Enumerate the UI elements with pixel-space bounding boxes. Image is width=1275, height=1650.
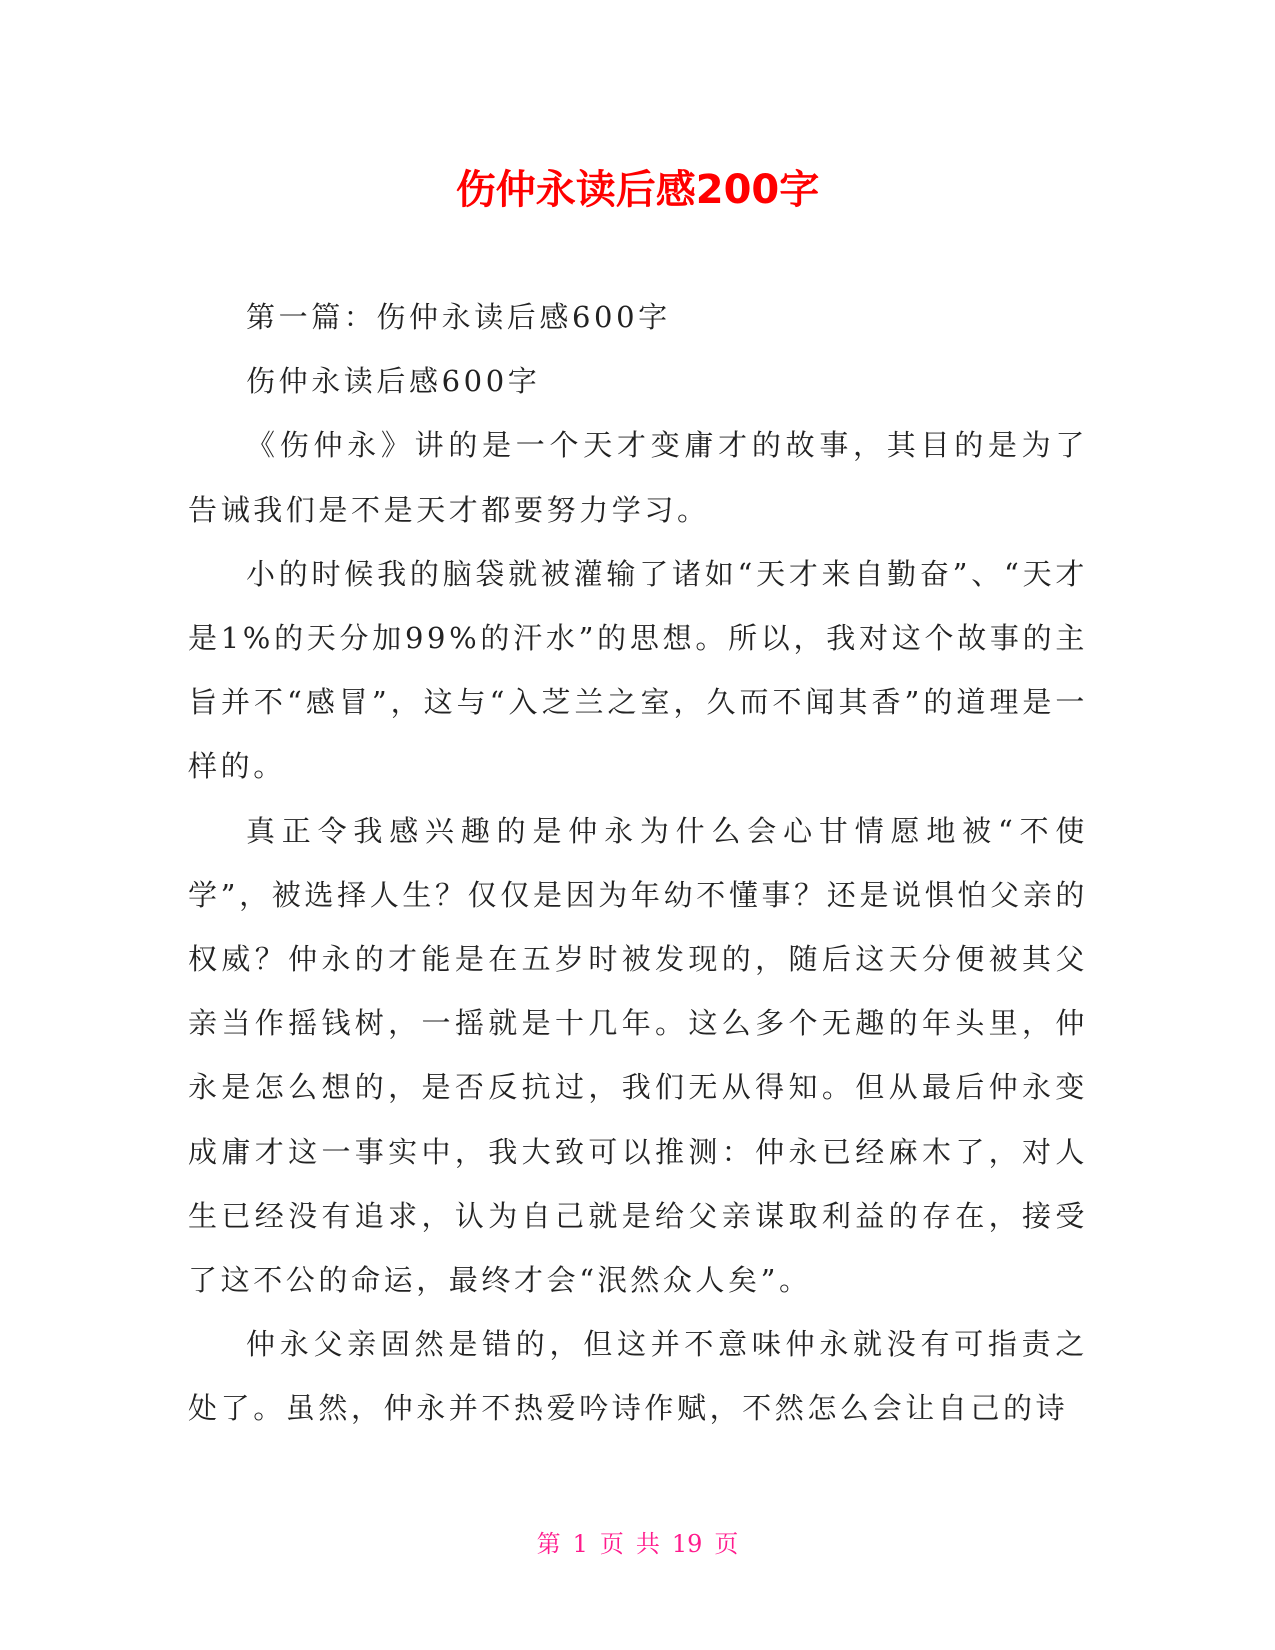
paragraph: 《伤仲永》讲的是一个天才变庸才的故事，其目的是为了告诫我们是不是天才都要努力学习。 (188, 428, 1088, 527)
paragraph: 第一篇：伤仲永读后感600字 (246, 300, 671, 334)
paragraph: 小的时候我的脑袋就被灌输了诸如“天才来自勤奋”、“天才是1%的天分加99%的汗水”的思想。所以，我对这个故事的主旨并不“感冒”，这与“入芝兰之室，久而不闻其香”的道理是一样的。 (188, 556, 1088, 784)
document-body (188, 285, 1088, 1441)
paragraph: 仲永父亲固然是错的，但这并不意味仲永就没有可指责之处了。虽然，仲永并不热爱吟诗作赋，不然怎么会让自己的诗 (188, 1327, 1088, 1426)
footer-label: 页 (714, 1530, 739, 1558)
document-title: 伤仲永读后感200字 (455, 167, 820, 213)
paragraph: 伤仲永读后感600字 (246, 364, 541, 399)
footer-label: 第 (536, 1530, 561, 1558)
page-footer (0, 1526, 1275, 1562)
footer-label: 页 (599, 1530, 624, 1558)
current-page-number: 1 (572, 1530, 588, 1558)
footer-label: 共 (635, 1530, 660, 1558)
total-page-count: 19 (671, 1530, 703, 1558)
paragraph: 真正令我感兴趣的是仲永为什么会心甘情愿地被“不使学”，被选择人生？仅仅是因为年幼不懂事？还是说惧怕父亲的权威？仲永的才能是在五岁时被发现的，随后这天分便被其父亲当作摇钱树，一摇就是十几年。这么多个无趣的年头里，仲永是怎么想的，是否反抗过，我们无从得知。但从最后仲永变成庸才这一事实中，我大致可以推测：仲永已经麻木了，对人生已经没有追求，认为自己就是给父亲谋取利益的存在，接受了这不公的命运，最终才会“泯然众人矣”。 (188, 813, 1088, 1298)
